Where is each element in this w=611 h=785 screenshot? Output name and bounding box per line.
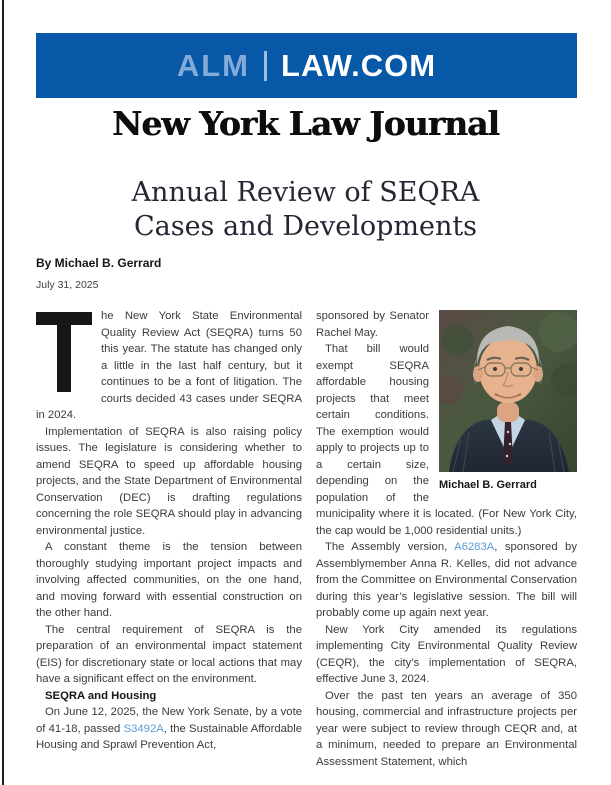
paragraph: [316, 539, 577, 622]
paragraph: Implementation of SEQRA is also raising policy issues. The legislature is considering whether to amend SEQRA to speed up affordable housing projects, and the State Department of Environmental Conservation (DEC) is drafting regulations concerning the role SEQRA should play in advancing environmental justice.: [36, 425, 302, 537]
author-photo-figure: [439, 310, 577, 494]
author-portrait-photo: [439, 310, 577, 472]
paragraph: The central requirement of SEQRA is the preparation of an environmental impact statement (EIS) for discretionary state or local actions that may have a significant effect on the environment.: [36, 623, 302, 685]
article-title: [0, 176, 611, 244]
bill-link-s3492a[interactable]: S3492A: [123, 722, 164, 735]
paragraph-text: he New York State Environmental Quality Review Act (SEQRA) turns 50 this year. The statute has changed only a little in the last half century, but it continues to be a font of litigation. The courts decided 43 cases under SEQRA in 2024.: [36, 310, 302, 421]
alm-logo: ALM: [176, 47, 251, 83]
article-title-line2: Cases and Developments: [133, 211, 478, 242]
paragraph-text: , the Sustainable Affordable Housing and Sprawl Prevention Act,: [36, 722, 302, 751]
paragraph: [36, 308, 302, 424]
article-body: [36, 308, 577, 770]
paragraph-text: The Assembly version,: [325, 541, 455, 553]
masthead-newspaper-name: New York Law Journal: [112, 104, 499, 143]
brand-header: [36, 33, 577, 98]
lawcom-logo: LAW.COM: [281, 47, 437, 83]
paragraph: New York City amended its regulations implementing City Environmental Quality Review (CEQR), the city’s implementation of SEQRA, effective June 3, 2024.: [316, 623, 577, 685]
bill-link-a6283a[interactable]: A6283A: [454, 541, 495, 553]
paragraph: A constant theme is the tension between thoroughly studying important project impacts and involving affected communities, on the one hand, and moving forward with essential construction on the other hand.: [36, 541, 302, 619]
brand-separator: [264, 51, 267, 81]
section-heading-seqra-and-housing: SEQRA and Housing: [45, 689, 157, 702]
article-title-line1: Annual Review of SEQRA: [131, 177, 480, 208]
byline: By Michael B. Gerrard: [36, 256, 162, 270]
date: July 31, 2025: [36, 279, 99, 291]
paragraph-text: On June 12, 2025, the New York Senate, by a vote of 41-18, passed: [36, 706, 302, 735]
paragraph: [36, 704, 302, 754]
right-column: [316, 308, 577, 770]
drop-cap: [36, 312, 92, 392]
paragraph: That bill would exempt SEQRA affordable housing projects that meet certain conditions. The exemption would apply to projects up to a certain size, depending on the population of the municipality where it is located. (For New York City, the cap would be 1,000 residential units.): [316, 343, 577, 537]
paragraph: Over the past ten years an average of 350 housing, commercial and infrastructure projects per year were subject to review through CEQR and, at a minimum, needed to prepare an Environmental Assessment Statement, which: [316, 689, 577, 768]
photo-caption: Michael B. Gerrard: [439, 479, 537, 491]
paragraph-text: , sponsored by Assemblymember Anna R. Kelles, did not advance from the Committee on Environmental Conservation during this year’s legislative session. The bill will probably come up again next year.: [316, 541, 577, 619]
left-column: [36, 308, 302, 770]
paragraph: sponsored by Senator Rachel May.: [316, 310, 429, 339]
